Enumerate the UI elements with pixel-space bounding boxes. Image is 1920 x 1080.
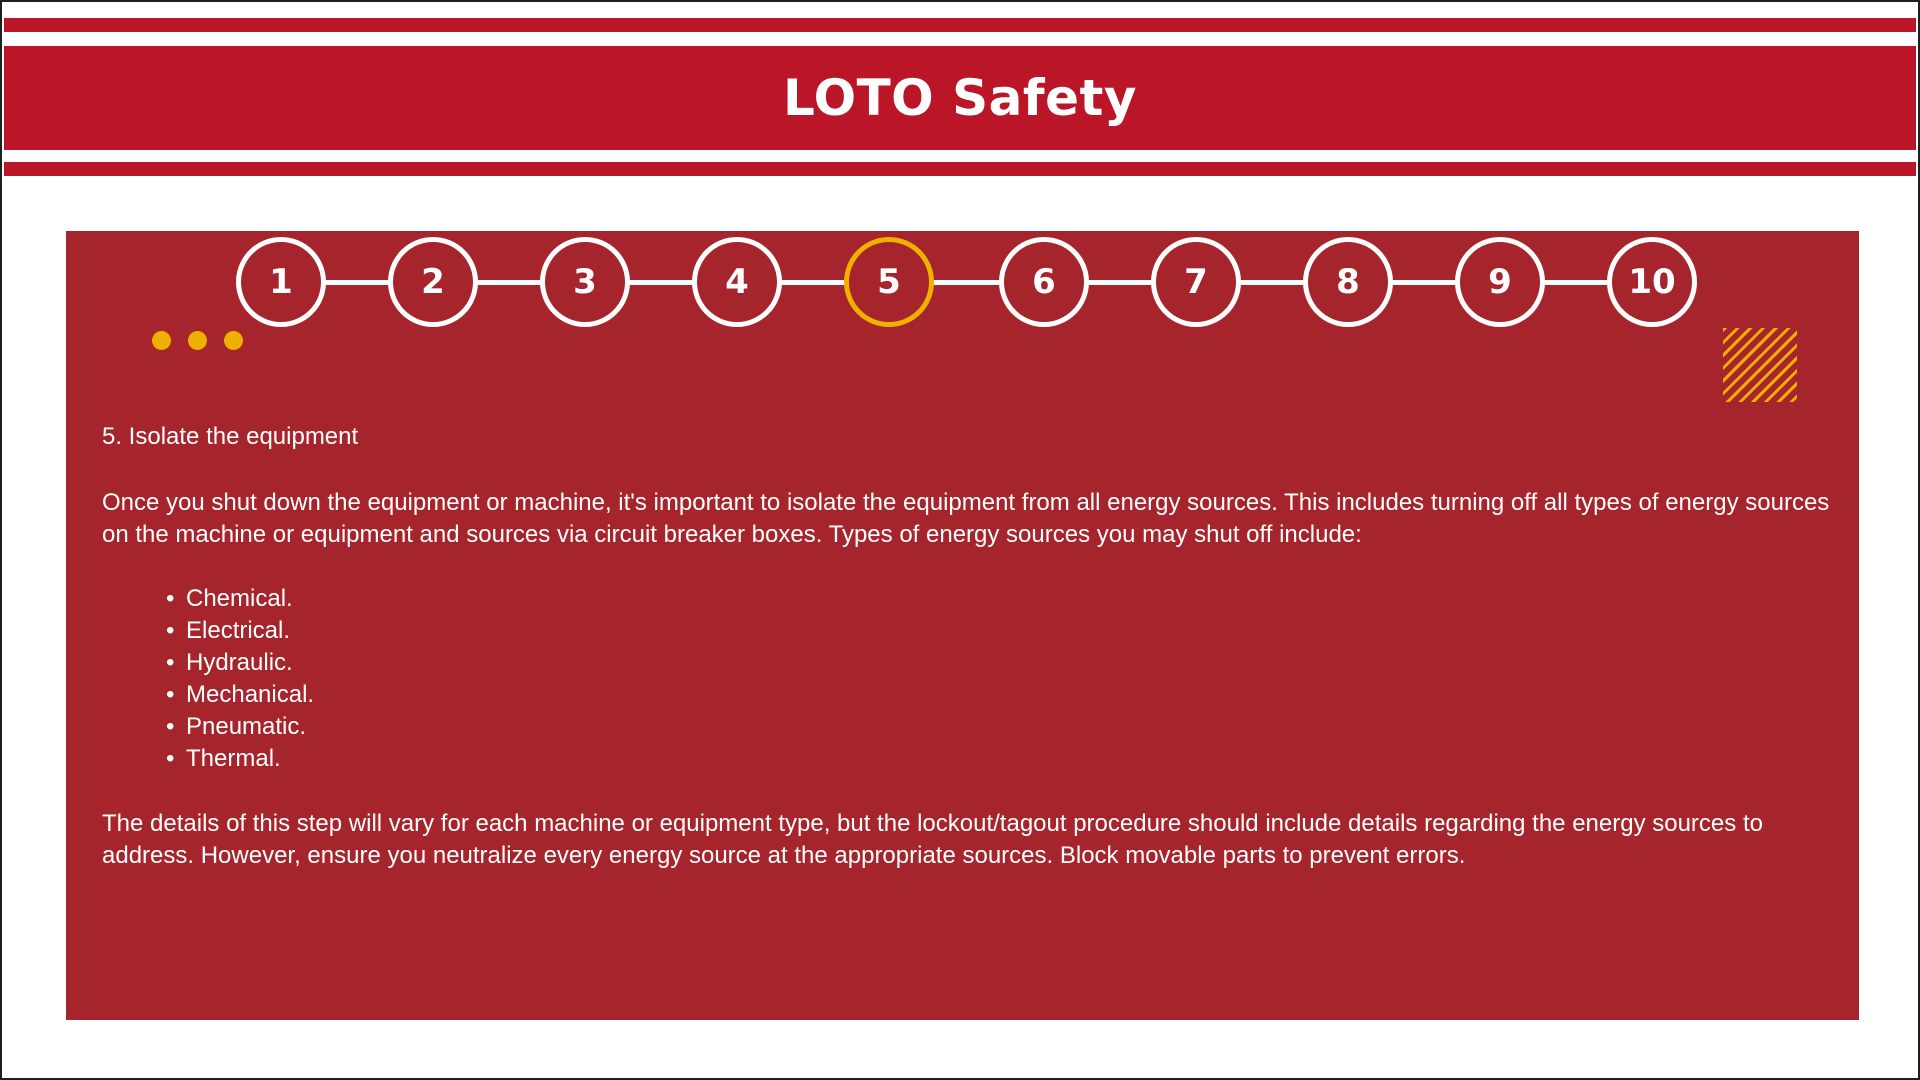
header-stripe-bottom: [4, 162, 1916, 176]
header-band: [4, 46, 1916, 150]
hatch-pattern-icon: [1723, 328, 1797, 402]
list-item: • Electrical.: [166, 615, 1832, 647]
step-button-9[interactable]: 9: [1455, 237, 1545, 327]
step-button-10[interactable]: 10: [1607, 237, 1697, 327]
list-item: • Mechanical.: [166, 679, 1832, 711]
dot-icon: [188, 331, 207, 350]
list-item: • Thermal.: [166, 743, 1832, 775]
step-button-8[interactable]: 8: [1303, 237, 1393, 327]
stepper-connector-line: [284, 280, 1618, 285]
list-item: • Hydraulic.: [166, 647, 1832, 679]
step-button-4[interactable]: 4: [692, 237, 782, 327]
step-heading: 5. Isolate the equipment: [102, 423, 359, 450]
content-panel: [66, 231, 1859, 1020]
list-item: • Pneumatic.: [166, 711, 1832, 743]
step-button-1[interactable]: 1: [236, 237, 326, 327]
step-navigator: [236, 234, 1676, 330]
step-button-7[interactable]: 7: [1151, 237, 1241, 327]
step-button-3[interactable]: 3: [540, 237, 630, 327]
step-button-2[interactable]: 2: [388, 237, 478, 327]
page-title: LOTO Safety: [782, 69, 1137, 127]
header-stripe-top: [4, 18, 1916, 32]
step-button-5[interactable]: 5: [844, 237, 934, 327]
closing-paragraph: The details of this step will vary for each machine or equipment type, but the lockout/tagout procedure should include details regarding the energy sources to address. However, ensure you neutralize every energy source at the appropriate sources. Block movable parts to prevent errors.: [102, 810, 1763, 869]
step-button-6[interactable]: 6: [999, 237, 1089, 327]
dot-icon: [224, 331, 243, 350]
decorative-dots: [152, 331, 243, 350]
energy-source-list: [166, 583, 1832, 775]
list-item: • Chemical.: [166, 583, 1832, 615]
step-content: [102, 421, 1832, 904]
dot-icon: [152, 331, 171, 350]
intro-paragraph: Once you shut down the equipment or machine, it's important to isolate the equipment from all energy sources. This includes turning off all types of energy sources on the machine or equipment and sources via circuit breaker boxes. Types of energy sources you may shut off include:: [102, 489, 1830, 548]
